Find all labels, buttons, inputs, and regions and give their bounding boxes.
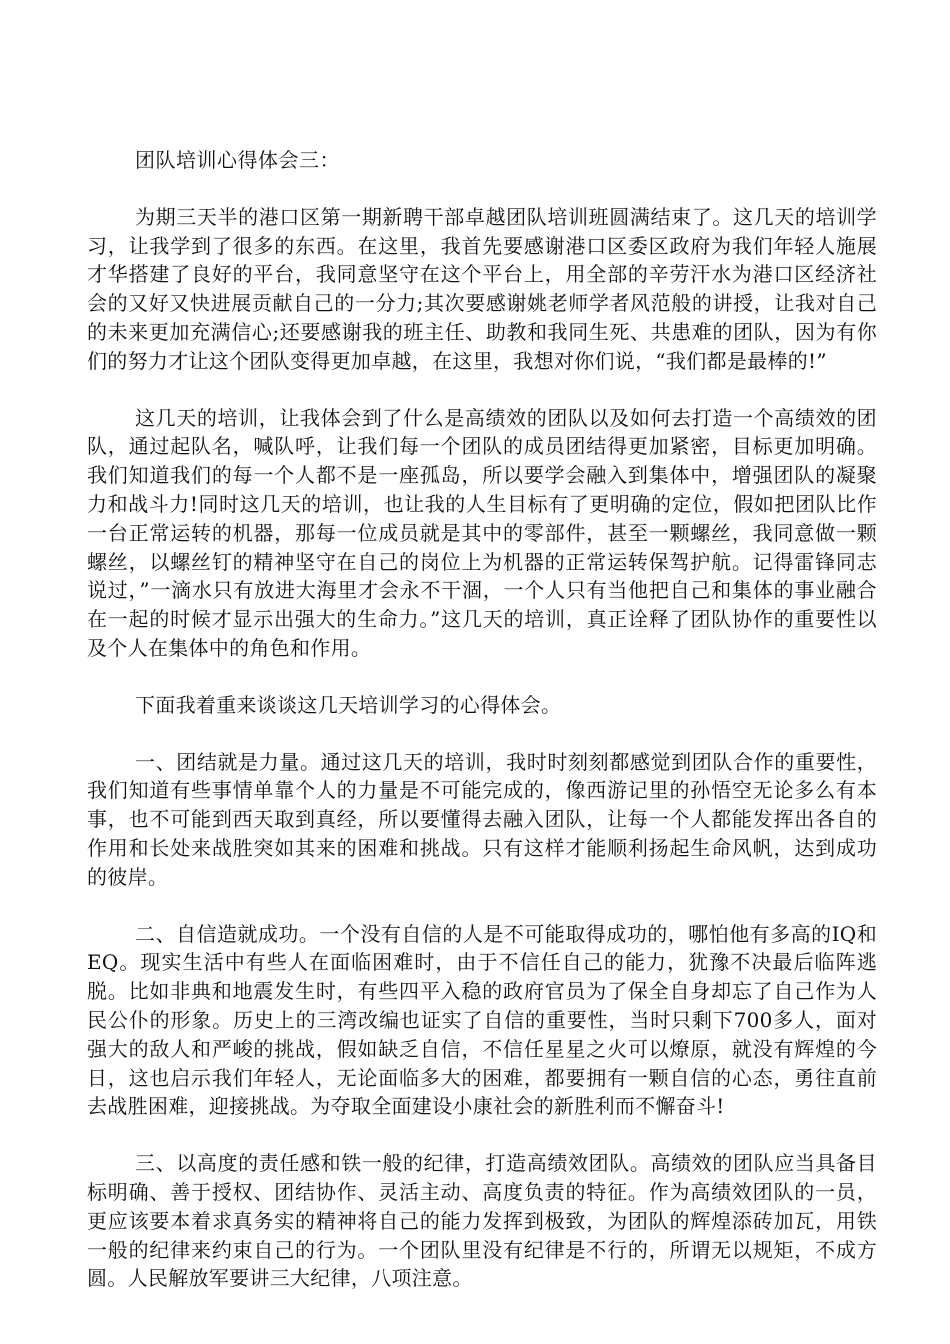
document-title: 团队培训心得体会三： <box>135 148 340 172</box>
paragraph-point-three: 三、以高度的责任感和铁一般的纪律，打造高绩效团队。高绩效的团队应当具备目标明确、善于授权、团结协作、灵活主动、高度负责的特征。作为高绩效团队的一员，更应该要本着求真务实的精神将自己的能力发挥到极致，为团队的辉煌添砖加瓦，用铁一般的纪律来约束自己的行为。一个团队里没有纪律是不行的，所谓无以规矩，不成方圆。人民解放军要讲三大纪律，八项注意。 <box>87 1151 877 1291</box>
document-body <box>87 146 877 1293</box>
paragraph-point-one: 一、团结就是力量。通过这几天的培训，我时时刻刻都感觉到团队合作的重要性，我们知道有些事情单靠个人的力量是不可能完成的，像西游记里的孙悟空无论多么有本事，也不可能到西天取到真经，所以要懂得去融入团队，让每一个人都能发挥出各自的作用和长处来战胜突如其来的困难和挑战。只有这样才能顺利扬起生命风帆，达到成功的彼岸。 <box>87 749 877 889</box>
paragraph-point-two: 二、自信造就成功。一个没有自信的人是不可能取得成功的，哪怕他有多高的IQ和EQ。现实生活中有些人在面临困难时，由于不信任自己的能力，犹豫不决最后临阵逃脱。比如非典和地震发生时，有些四平入稳的政府官员为了保全自身却忘了自己作为人民公仆的形象。历史上的三湾改编也证实了自信的重要性，当时只剩下700多人，面对强大的敌人和严峻的挑战，假如缺乏自信，不信任星星之火可以燎原，就没有辉煌的今日，这也启示我们年轻人，无论面临多大的困难，都要拥有一颗自信的心态，勇往直前去战胜困难，迎接挑战。为夺取全面建设小康社会的新胜利而不懈奋斗! <box>87 921 877 1119</box>
paragraph-intro: 为期三天半的港口区第一期新聘干部卓越团队培训班圆满结束了。这几天的培训学习，让我学到了很多的东西。在这里，我首先要感谢港口区委区政府为我们年轻人施展才华搭建了良好的平台，我同意坚守在这个平台上，用全部的辛劳汗水为港口区经济社会的又好又快进展贡献自己的一分力;其次要感谢姚老师学者风范般的讲授，让我对自己的未来更加充满信心;还要感谢我的班主任、助教和我同生死、共患难的团队，因为有你们的努力才让这个团队变得更加卓越，在这里，我想对你们说，“我们都是最棒的!” <box>87 204 877 373</box>
paragraph-transition: 下面我着重来谈谈这几天培训学习的心得体会。 <box>135 692 562 717</box>
paragraph-team-experience: 这几天的培训，让我体会到了什么是高绩效的团队以及如何去打造一个高绩效的团队，通过起队名，喊队呼，让我们每一个团队的成员团结得更加紧密，目标更加明确。我们知道我们的每一个人都不是一座孤岛，所以要学会融入到集体中，增强团队的凝聚力和战斗力!同时这几天的培训，也让我的人生目标有了更明确的定位，假如把团队比作一台正常运转的机器，那每一位成员就是其中的零部件，甚至一颗螺丝，我同意做一颗螺丝，以螺丝钉的精神坚守在自己的岗位上为机器的正常运转保驾护航。记得雷锋同志说过，”一滴水只有放进大海里才会永不干涸，一个人只有当他把自己和集体的事业融合在一起的时候才显示出强大的生命力。”这几天的培训，真正诠释了团队协作的重要性以及个人在集体中的角色和作用。 <box>87 405 877 660</box>
